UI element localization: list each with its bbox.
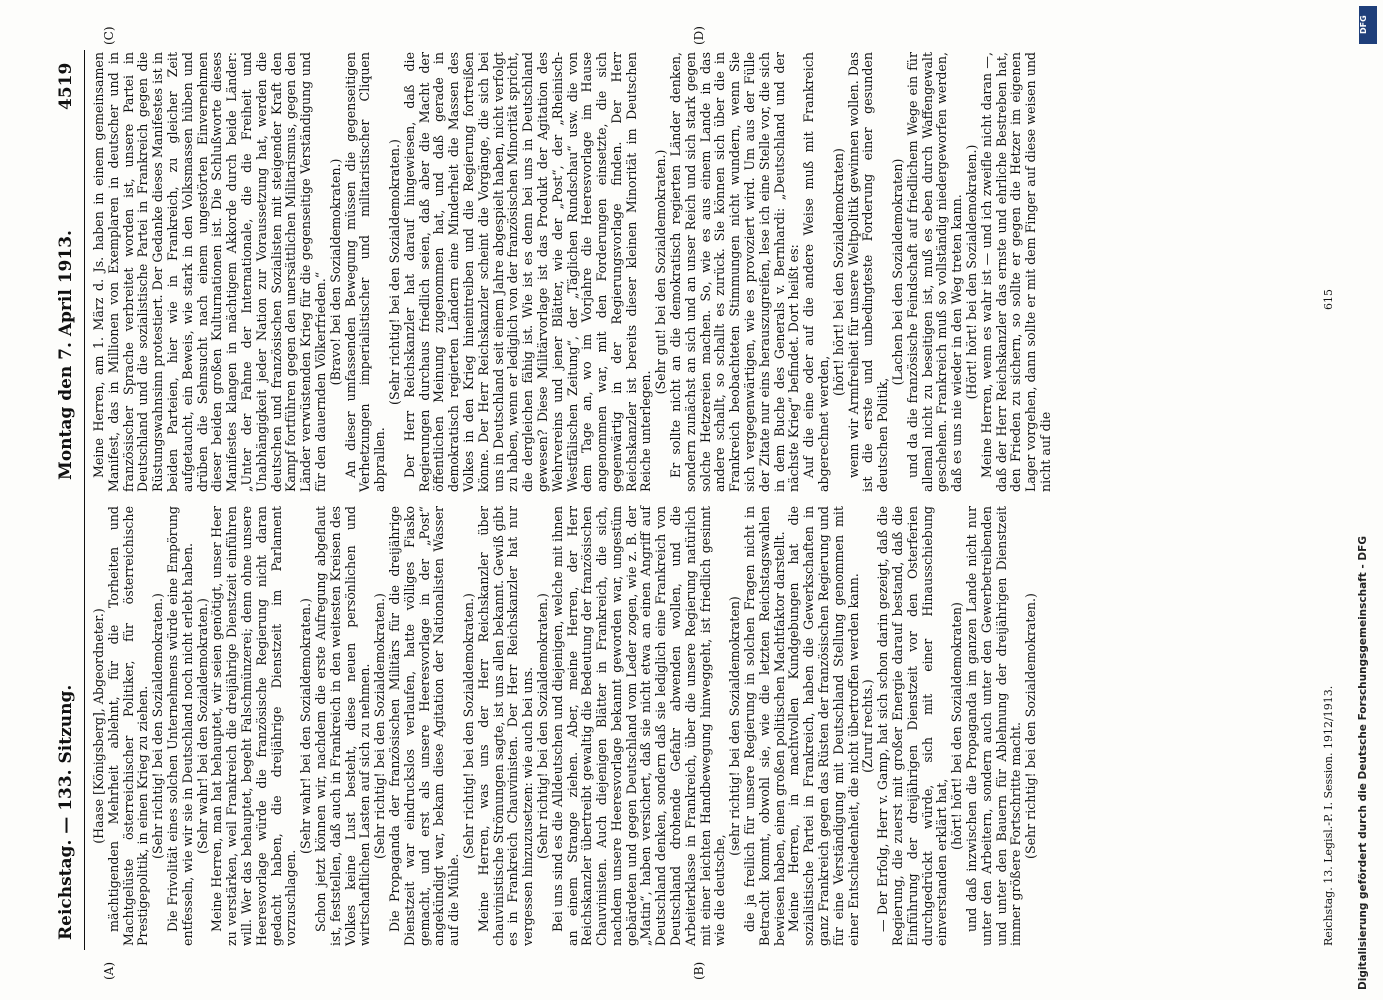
sheet-number: 615 [1322,289,1335,310]
header-right: Montag den 7. April 1913. [56,230,76,480]
margin-mark-b: (B) [692,961,706,980]
paragraph: Schon jetzt können wir, nachdem die erste Aufregung abgeflaut ist, feststellen, daß auch in Frankreich in den weitesten Kreisen des Volkes keine Lust besteht, diese neuen persönlichen und wirtschaftlichen Lasten auf sich zu nehmen. [312,506,373,946]
margin-mark-a: (A) [102,961,116,980]
paragraph: (Bravo! bei den Sozialdemokraten.) [327,158,343,386]
paragraph: Meine Herren, in machtvollen Kundgebungen hat die sozialistische Partei in Frankreich, haben die Gewerkschaften in ganz Frankreich gegen das Rüsten der französischen Regierung und für eine Verständigung mit Deutschland Stellung genommen mit einer Entschiedenheit, die nicht übertroffen werden kann. [786,506,861,946]
paragraph: (hört! hört! bei den Sozialdemokraten) [949,602,965,850]
paragraph: (Lachen bei den Sozialdemokraten) [890,158,906,386]
paragraph: (hört! hört! bei den Sozialdemokraten) [830,148,846,396]
running-header [52,50,86,950]
paragraph: Auf die eine oder auf die andere Weise muß mit Frankreich abgerechnet werden, [801,52,832,492]
paragraph: (Sehr wahr! bei den Sozialdemokraten.) [194,598,210,854]
paragraph: Die Frivolität eines solchen Unternehmens würde eine Empörung entfesseln, wie wir sie in Deutschland noch nicht erlebt haben. [164,506,195,946]
rotated-page-content [52,26,1352,980]
paragraph: (Sehr richtig! bei den Sozialdemokraten.) [372,593,388,859]
paragraph: Meine Herren, man hat behauptet, wir seien genötigt, unser Heer zu verstärken, weil Frankreich die dreijährige Dienstzeit einführen will. Wer das behauptet, begeht Falschmünzerei; denn ohne unsere Heeresvorlage würde die französische Regierung nicht daran gedacht haben, die dreijährige Dienstzeit im Parlament vorzuschlagen. [209,506,299,946]
header-rule [84,50,85,950]
paragraph: Meine Herren, am 1. März d. Js. haben in einem gemeinsamen Manifest, das in Millionen von Exemplaren in deutscher und in französischer Sprache verbreitet worden ist, unsere Partei in Deutschland und die sozialistische Partei in Frankreich gegen die Rüstungswahnsinn protestiert. Der Gedanke dieses Manifestes ist in beiden Parteien, hier wie in Frankreich, zu gleicher Zeit aufgetaucht, ein Beweis, wie stark in den Volksmassen hüben und drüben die Sehnsucht nach einem ungestörten Einvernehmen dieser beiden großen Kulturnationen ist. Die Schlußworte dieses Manifestes klangen in mächtigem Akkorde durch beide Länder: „Unter der Fahne der Internationale, die die Freiheit und Unabhängigkeit jeder Nation zur Voraussetzung hat, werden die deutschen und französischen Sozialisten mit steigender Kraft den Kampf fortführen gegen den unersättlichen Militarismus, gegen den Länder verwüstenden Krieg für die gegenseitige Verständigung und für den dauernden Völkerfrieden.“ [91,52,328,492]
paragraph: (Zuruf rechts.) [860,679,876,773]
paragraph: und da die französische Feindschaft auf friedlichem Wege ein für allemal nicht zu beseitigen ist, muß es eben durch Waffengewalt geschehen. Frankreich muß so vollständig niedergeworfen werden, daß es uns nie wieder in den Weg treten kann. [904,52,965,492]
funding-note [1357,0,1379,1000]
paragraph: Bei uns sind es die Alldeutschen und diejenigen, welche mit ihnen an einem Strange ziehen. Aber, meine Herren, der Herr Reichskanzler übertreibt gewaltig die Bedeutung der französischen Chauvinisten. Auch diejenigen Blätter in Frankreich, die sich, nachdem unsere Heeresvorlage bekannt geworden war, ungestüm gebärdeten und gegen Deutschland vom Leder zogen, wie z. B. der „Matin“, haben versichert, daß sie nicht etwa an einen Angriff auf Deutschland denken, sondern daß sie lediglich eine Frankreich von Deutschland drohende Gefahr abwenden wollen, und die Arbeiterklasse in Frankreich, über die unsere Regierung natürlich mit einer leichten Handbewegung hinweggeht, ist friedlich gesinnt wie die deutsche, [549,506,728,946]
margin-mark-d: (D) [692,26,706,45]
paragraph: (Sehr richtig! bei den Sozialdemokraten.) [150,593,166,859]
page-number: 4519 [56,62,76,110]
margin-mark-c: (C) [102,26,116,45]
paragraph: (sehr richtig! bei den Sozialdemokraten) [727,596,743,856]
paragraph: die ja freilich für unsere Regierung in solchen Fragen nicht in Betracht kommt, obwohl sie, wie die letzten Reichstagswahlen bewiesen haben, einen großen politischen Machtfaktor darstellt. [742,506,787,946]
paragraph: (Haase [Königsberg], Abgeordneter.) [91,608,106,844]
paragraph: (Sehr richtig! bei den Sozialdemokraten.) [534,593,550,859]
paragraph: (Sehr gut! bei den Sozialdemokraten.) [653,149,669,395]
paragraph: Die Propaganda der französischen Militärs für die dreijährige Dienstzeit war eindruckslos verlaufen, hatte völliges Fiasko gemacht, und erst als unsere Heeresvorlage in der „Post“ angekündigt war, bekam diese Agitation der Nationalisten Wasser auf die Mühle. [386,506,462,946]
dfg-logo: DFG [1359,6,1377,44]
text-column-left [92,506,1039,946]
paragraph: mächtigenden Mehrheit ablehnt, für die Torheiten und Machtgelüste österreichischer Politiker, für österreichische Prestigepolitik, in einen Krieg zu ziehen. [105,506,151,946]
paragraph: (Sehr richtig! bei den Sozialdemokraten.) [460,593,476,859]
paragraph: und daß inzwischen die Propaganda im ganzen Lande nicht nur unter den Arbeitern, sondern auch unter den Gewerbetreibenden und unter den Bauern für Ablehnung der dreijährigen Dienstzeit immer größere Fortschritte macht. [964,506,1024,946]
paragraph: An dieser umfassenden Bewegung müssen die gegenseitigen Verhetzungen imperialistischer und militaristischer Cliquen abprallen. [342,52,388,492]
paragraph: Der Herr Reichskanzler hat darauf hingewiesen, daß die Regierungen durchaus friedlich seien, daß aber die Macht der öffentlichen Meinung zugenommen hat, und daß gerade in demokratisch regierten Ländern eine Minderheit die Massen des Volkes in den Krieg hineintreiben und die Regierung fortreißen könne. Der Herr Reichskanzler scheint die Vorgänge, die sich bei uns in Deutschland seit einem Jahre abgespielt haben, nicht verfolgt zu haben, wenn er lediglich von der französischen Minorität spricht, die dergleichen fähig ist. Wie ist es denn bei uns in Deutschland gewesen? Diese Militärvorlage ist das Produkt der Agitation des Wehrvereins und jener Blätter, wie der „Post“, der „Rheinisch-Westfälischen Zeitung“, der „Täglichen Rundschau“ usw. die von dem Tage an, wo im Vorjahre die Heeresvorlage im Hause angenommen war, mit den Forderungen einsetzte, die sich gegenwärtig in der Regierungsvorlage finden. Der Herr Reichskanzler ist bereits dieser kleinen Minorität im Deutschen Reiche unterlegen. [401,52,654,492]
paragraph: (Sehr wahr! bei den Sozialdemokraten.) [298,598,314,854]
header-left: Reichstag. — 133. Sitzung. [56,684,76,940]
paragraph: Meine Herren, wenn es wahr ist — und ich zweifle nicht daran —, daß der Herr Reichskanzler das ernste und ehrliche Bestreben hat, den Frieden zu sichern, so sollte er gegen die Hetzer im eigenen Lager vorgehen, dann sollte er mit dem Finger auf diese weisen und nicht auf die [978,52,1053,492]
paragraph: (Hört! hört! bei den Sozialdemokraten.) [964,144,980,400]
paragraph: — Der Erfolg, Herr v. Gamp, hat sich schon darin gezeigt, daß die Regierung, die zuerst mit großer Energie darauf bestand, daß die Einführung der dreijährigen Dienstzeit vor den Osterferien durchgedrückt würde, sich mit einer Hinausschiebung einverstanden erklärt hat, [875,506,950,946]
paragraph: (Sehr richtig! bei den Sozialdemokraten.) [1023,593,1039,859]
paragraph: wenn wir Armfreiheit für unsere Weltpolitik gewinnen wollen. Das ist die erste und unbedingteste Forderung einer gesunden deutschen Politik, [845,52,891,492]
footer-session: Reichstag. 13. Legisl.-P. I. Session. 1912/1913. [1322,685,1335,946]
text-column-right [92,52,1054,492]
paragraph: Er sollte nicht an die demokratisch regierten Länder denken, sondern zunächst an sich und an unser Reich und sich stark gegen solche Hetzereien machen. So, wie es aus einem Lande in das andere schallt, so schallt es zurück. Sie können sich über die in Frankreich beobachteten Stimmungen nicht wundern, wenn Sie sich vergegenwärtigen, wie es provoziert wird. Um aus der Fülle der Zitate nur eins herauszugreifen, lese ich eine Stelle vor, die sich in dem Buche des Generals v. Bernhardi: „Deutschland und der nächste Krieg“ befindet. Dort heißt es: [668,52,802,492]
paragraph: Meine Herren, was uns der Herr Reichskanzler über chauvinistische Strömungen sagte, ist uns allen bekannt. Gewiß gibt es in Frankreich Chauvinisten. Der Herr Reichskanzler hat nur vergessen hinzuzusetzen: wie auch bei uns. [475,506,536,946]
funding-note-text: Digitalisierung gefördert durch die Deutsche Forschungsgemeinschaft - DFG [1357,536,1369,990]
paragraph: (Sehr richtig! bei den Sozialdemokraten.) [386,139,402,405]
